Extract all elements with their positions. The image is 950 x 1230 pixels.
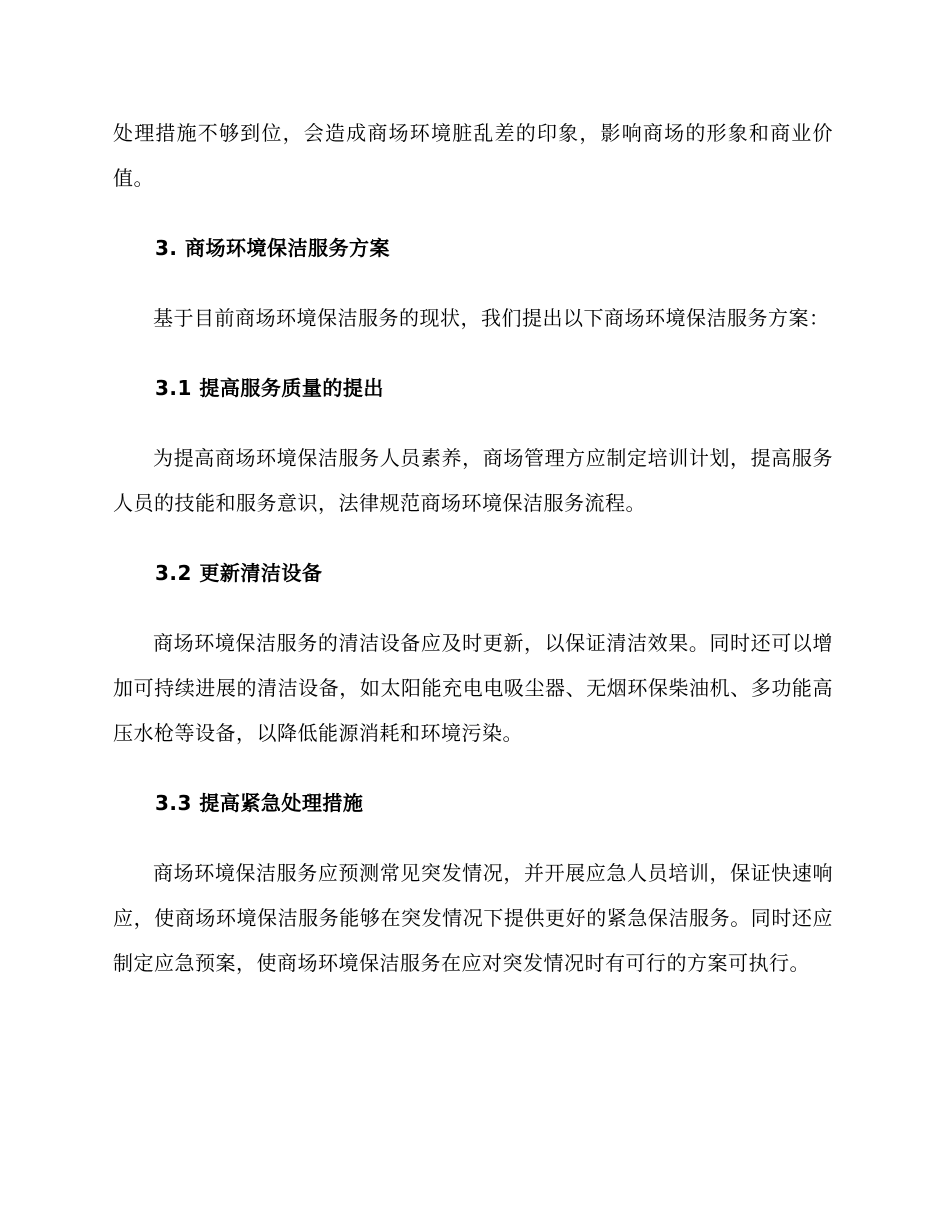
intro-paragraph: 处理措施不够到位，会造成商场环境脏乱差的印象，影响商场的形象和商业价值。 <box>113 121 833 190</box>
section-3-1-heading: 3.1 提高服务质量的提出 <box>155 376 384 400</box>
section-3-paragraph: 基于目前商场环境保洁服务的现状，我们提出以下商场环境保洁服务方案： <box>153 306 830 330</box>
section-3-2-paragraph: 商场环境保洁服务的清洁设备应及时更新，以保证清洁效果。同时还可以增加可持续进展的清洁设备，如太阳能充电电吸尘器、无烟环保柴油机、多功能高压水枪等设备，以降低能源消耗和环境污染。 <box>113 631 833 745</box>
section-3-1-paragraph: 为提高商场环境保洁服务人员素养，商场管理方应制定培训计划，提高服务人员的技能和服务意识，法律规范商场环境保洁服务流程。 <box>113 446 833 515</box>
section-3-3-heading: 3.3 提高紧急处理措施 <box>155 791 364 815</box>
section-3-heading: 3. 商场环境保洁服务方案 <box>155 236 390 260</box>
section-3-3-paragraph: 商场环境保洁服务应预测常见突发情况，并开展应急人员培训，保证快速响应，使商场环境保洁服务能够在突发情况下提供更好的紧急保洁服务。同时还应制定应急预案，使商场环境保洁服务在应对突发情况时有可行的方案可执行。 <box>113 861 833 975</box>
document-body <box>113 111 833 1011</box>
section-3-2-heading: 3.2 更新清洁设备 <box>155 561 323 585</box>
